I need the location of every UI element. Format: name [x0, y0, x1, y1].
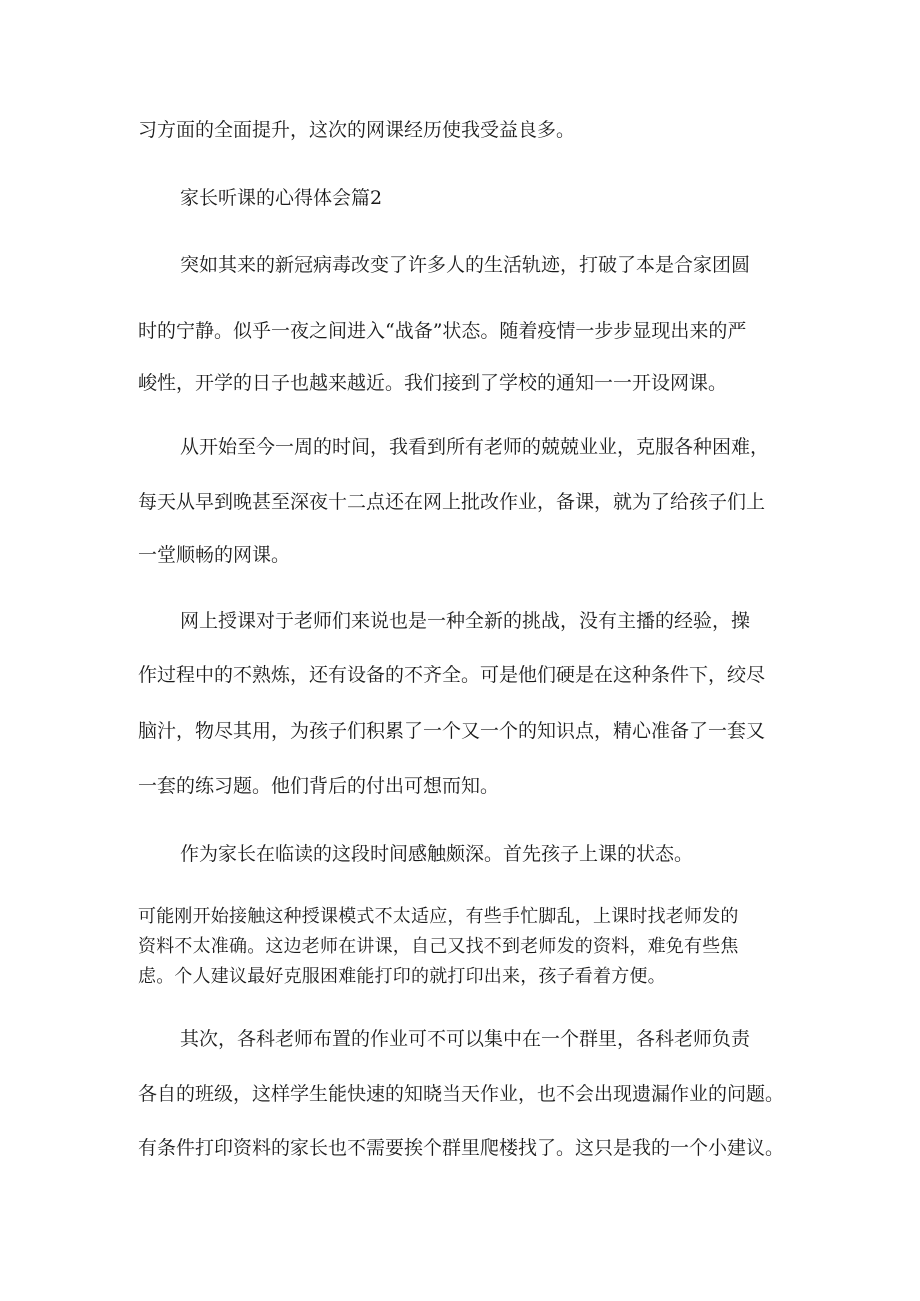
- section-heading: 家长听课的心得体会篇2: [180, 187, 383, 209]
- text-line: 作过程中的不熟炼，还有设备的不齐全。可是他们硬是在这种条件下，绞尽: [138, 664, 766, 686]
- text-line: 从开始至今一周的时间，我看到所有老师的兢兢业业，克服各种困难，: [180, 436, 770, 458]
- text-line: 每天从早到晚甚至深夜十二点还在网上批改作业，备课，就为了给孩子们上: [138, 491, 766, 513]
- text-line: 脑汁，物尽其用，为孩子们积累了一个又一个的知识点，精心准备了一套又: [138, 720, 766, 742]
- text-line: 有条件打印资料的家长也不需要挨个群里爬楼找了。这只是我的一个小建议。: [138, 1137, 785, 1159]
- text-line: 峻性，开学的日子也越来越近。我们接到了学校的通知一一开设网课。: [138, 372, 728, 394]
- text-line: 虑。个人建议最好克服困难能打印的就打印出来，孩子看着方便。: [138, 966, 666, 987]
- text-line: 作为家长在临读的这段时间感触颇深。首先孩子上课的状态。: [180, 843, 694, 865]
- text-line: 资料不太准确。这边老师在讲课，自己又找不到老师发的资料，难免有些焦: [138, 936, 739, 957]
- text-line: 可能刚开始接触这种授课模式不太适应，有些手忙脚乱，上课时找老师发的: [138, 906, 739, 927]
- text-line: 其次，各科老师布置的作业可不可以集中在一个群里，各科老师负责: [180, 1028, 751, 1050]
- text-line: 各自的班级，这样学生能快速的知晓当天作业，也不会出现遗漏作业的问题。: [138, 1083, 785, 1105]
- text-line: 时的宁静。似乎一夜之间进入“战备”状态。随着疫情一步步显现出来的严: [138, 320, 747, 342]
- text-line: 一堂顺畅的网课。: [138, 544, 291, 566]
- text-line: 一套的练习题。他们背后的付出可想而知。: [138, 775, 500, 797]
- text-line: 突如其来的新冠病毒改变了许多人的生活轨迹，打破了本是合家团圆: [180, 254, 751, 276]
- text-line: 网上授课对于老师们来说也是一种全新的挑战，没有主播的经验，操: [180, 610, 751, 632]
- text-line: 习方面的全面提升，这次的网课经历使我受益良多。: [138, 119, 576, 141]
